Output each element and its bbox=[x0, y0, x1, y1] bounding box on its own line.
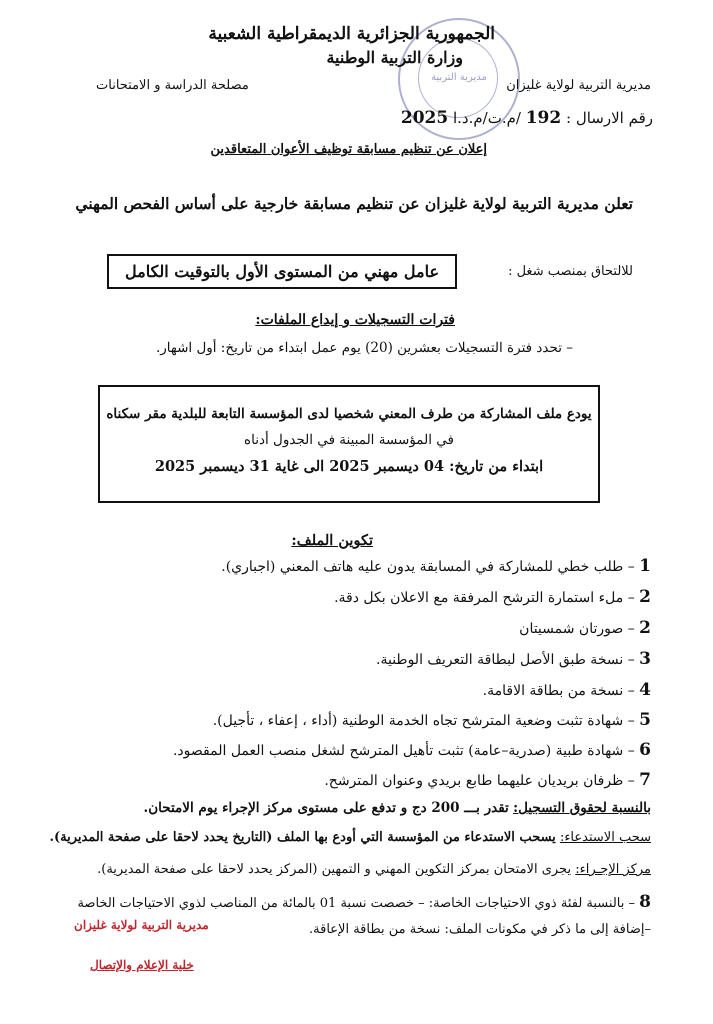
file-item-num: 2 bbox=[639, 618, 651, 638]
file-item-text: – شهادة تثبت وضعية المترشح تجاه الخدمة الوطنية (أداء ، إعفاء ، تأجيل). bbox=[212, 713, 635, 729]
announcement-text: تعلن مديرية التربية لولاية غليزان عن تنظيم مسابقة خارجية على أساس الفحص المهني bbox=[75, 194, 633, 213]
file-item-text: – ملء استمارة الترشح المرفقة مع الاعلان بكل دقة. bbox=[334, 590, 635, 606]
file-item-text: – طلب خطي للمشاركة في المسابقة يدون عليه هاتف المعني (اجباري). bbox=[221, 559, 635, 575]
file-item-num: 2 bbox=[639, 587, 651, 607]
fees-line bbox=[144, 800, 652, 816]
file-item-num: 4 bbox=[639, 680, 651, 700]
deposit-dates: ابتداء من تاريخ: 04 ديسمبر 2025 الى غاية 31 ديسمبر 2025 bbox=[154, 458, 544, 475]
directorate-name: مديرية التربية لولاية غليزان bbox=[506, 78, 651, 93]
registration-period: – تحدد فترة التسجيلات بعشرين (20) يوم عمل ابتداء من تاريخ: أول اشهار. bbox=[155, 340, 573, 356]
reference-label: رقم الارسال : bbox=[566, 109, 653, 127]
deposit-box bbox=[98, 385, 600, 503]
deposit-line-1: يودع ملف المشاركة من طرف المعني شخصيا لدى المؤسسة التابعة للبلدية مقر سكناه bbox=[106, 406, 592, 422]
file-item-num: 3 bbox=[639, 649, 651, 669]
reference-line bbox=[401, 108, 653, 128]
stamp-text: مديرية التربية bbox=[431, 72, 487, 83]
exam-center-label: مركز الإجـراء: bbox=[575, 862, 651, 877]
special-needs-num: 8 bbox=[639, 892, 651, 912]
position-title-box: عامل مهني من المستوى الأول بالتوقيت الكامل bbox=[107, 254, 457, 289]
fees-text: تقدر بـــ 200 دج و تدفع على مستوى مركز الإجراء يوم الامتحان. bbox=[143, 800, 509, 816]
file-item-num: 5 bbox=[639, 710, 651, 730]
file-item-text: – شهادة طبية (صدرية–عامة) تثبت تأهيل المترشح لشغل منصب العمل المقصود. bbox=[172, 743, 635, 759]
file-item-text: – نسخة طبق الأصل لبطاقة التعريف الوطنية. bbox=[376, 652, 635, 668]
fees-label: بالنسبة لحقوق التسجيل: bbox=[513, 800, 651, 816]
file-item-num: 6 bbox=[639, 740, 651, 760]
registration-heading: فترات التسجيلات و إيداع الملفات: bbox=[255, 312, 455, 328]
reference-year: 2025 bbox=[400, 108, 449, 128]
file-item bbox=[221, 556, 651, 576]
republic-title: الجمهورية الجزائرية الديمقراطية الشعبية bbox=[208, 24, 495, 44]
convocation-line bbox=[49, 830, 651, 845]
exam-center-line bbox=[97, 862, 651, 877]
reference-code: /م.ت/م.د.ا bbox=[452, 109, 521, 127]
ministry-title: وزارة التربية الوطنية bbox=[326, 48, 463, 67]
file-item bbox=[334, 587, 651, 607]
deposit-line-2: في المؤسسة المبينة في الجدول أدناه bbox=[244, 432, 454, 448]
file-item-text: – ظرفان بريديان عليهما طابع بريدي وعنوان المترشح. bbox=[324, 773, 635, 789]
special-needs-extra: –إضافة إلى ما ذكر في مكونات الملف: نسخة من بطاقة الإعاقة. bbox=[309, 922, 651, 937]
file-item-num: 7 bbox=[639, 770, 651, 790]
special-needs-text: – بالنسبة لفئة ذوي الاحتياجات الخاصة: – خصصت نسبة 01 بالمائة من المناصب لذوي الاحتياجات الخاصة bbox=[77, 896, 636, 911]
file-item bbox=[324, 770, 651, 790]
file-item-text: – نسخة من بطاقة الاقامة. bbox=[482, 683, 635, 699]
file-item bbox=[173, 740, 651, 760]
file-heading: تكوين الملف: bbox=[291, 532, 373, 549]
special-needs-line bbox=[77, 892, 651, 912]
signature-directorate: مديرية التربية لولاية غليزان bbox=[74, 918, 209, 932]
convocation-label: سحب الاستدعاء: bbox=[559, 830, 651, 845]
signature-cell: خلية الإعلام والإتصال bbox=[90, 958, 194, 972]
convocation-text: يسحب الاستدعاء من المؤسسة التي أودع بها الملف (التاريخ يحدد لاحقا على صفحة المديرية). bbox=[49, 830, 556, 845]
file-item-text: – صورتان شمسيتان bbox=[519, 621, 635, 637]
service-name: مصلحة الدراسة و الامتحانات bbox=[96, 78, 249, 93]
position-label: للالتحاق بمنصب شغل : bbox=[508, 264, 633, 279]
exam-center-text: يجرى الامتحان بمركز التكوين المهني و التمهين (المركز يحدد لاحقا على صفحة المديرية). bbox=[97, 862, 572, 877]
subject-line: إعلان عن تنظيم مسابقة توظيف الأعوان المتعاقدين bbox=[210, 142, 487, 157]
file-item bbox=[213, 710, 651, 730]
file-item-num: 1 bbox=[639, 556, 651, 576]
file-item bbox=[483, 680, 651, 700]
file-item bbox=[519, 618, 651, 638]
reference-number: 192 bbox=[525, 108, 562, 128]
file-item bbox=[376, 649, 651, 669]
